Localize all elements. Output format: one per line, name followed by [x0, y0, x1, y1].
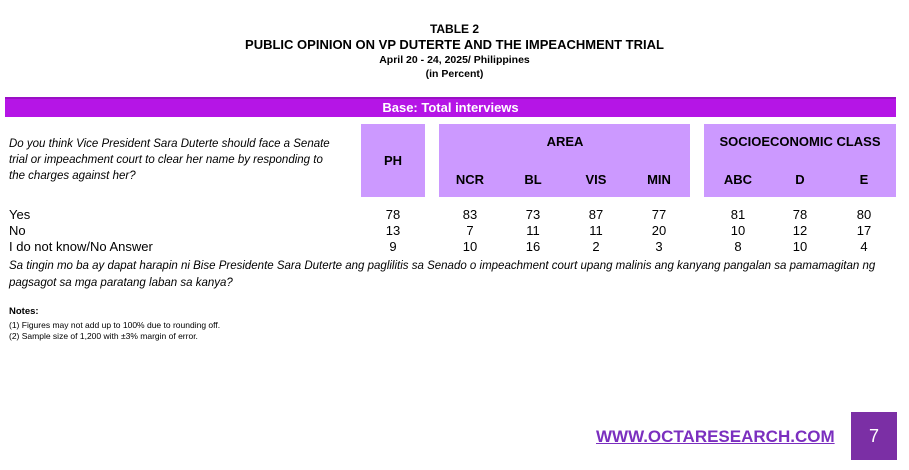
table-cell: 11 — [589, 223, 603, 238]
base-bar: Base: Total interviews — [5, 97, 896, 117]
column-header-ncr: NCR — [455, 172, 485, 187]
table-cell: 9 — [389, 239, 397, 254]
header-socioeconomic-box — [704, 124, 896, 197]
table-cell: 10 — [730, 223, 746, 238]
column-group-area: AREA — [546, 134, 584, 149]
table-cell: 8 — [734, 239, 742, 254]
column-header-bl: BL — [524, 172, 542, 187]
unit-label: (in Percent) — [425, 68, 484, 80]
table-cell: 4 — [860, 239, 868, 254]
page-number-badge — [851, 412, 897, 460]
table-cell: 10 — [462, 239, 478, 254]
column-header-ph: PH — [383, 153, 403, 168]
table-title-block — [0, 22, 909, 81]
page-number: 7 — [868, 425, 879, 446]
table-cell: 10 — [792, 239, 808, 254]
table-cell: 20 — [651, 223, 667, 238]
table-cell: 83 — [462, 207, 478, 222]
header-area-box — [439, 124, 690, 197]
website-link[interactable]: WWW.OCTARESEARCH.COM — [596, 427, 835, 446]
column-group-socioeconomic: SOCIOECONOMIC CLASS — [719, 134, 881, 149]
table-cell: 73 — [525, 207, 541, 222]
row-label: Yes — [9, 207, 31, 222]
table-title: PUBLIC OPINION ON VP DUTERTE AND THE IMPEACHMENT TRIAL — [245, 37, 664, 52]
notes-title: Notes: — [9, 306, 39, 317]
row-label: No — [9, 223, 26, 238]
table-row-yes — [0, 207, 909, 223]
table-cell: 78 — [385, 207, 401, 222]
table-cell: 2 — [592, 239, 600, 254]
column-header-min: MIN — [647, 172, 671, 187]
question-filipino: Sa tingin mo ba ay dapat harapin ni Bise Presidente Sara Duterte ang paglilitis sa Senado o impeachment court upang malinis ang kanyang pangalan sa pamamagitan ng pagsagot sa mga paratang laban sa kanya? — [9, 260, 876, 289]
table-label: TABLE 2 — [429, 22, 480, 36]
column-header-e: E — [859, 172, 869, 187]
survey-dates: April 20 - 24, 2025/ Philippines — [379, 54, 530, 66]
table-cell: 11 — [526, 223, 540, 238]
table-row-dont-know — [0, 239, 909, 255]
note-item: (2) Sample size of 1,200 with ±3% margin of error. — [9, 331, 198, 341]
table-cell: 80 — [856, 207, 872, 222]
table-cell: 7 — [466, 223, 474, 238]
column-header-abc: ABC — [723, 172, 753, 187]
note-item: (1) Figures may not add up to 100% due to rounding off. — [9, 320, 221, 330]
table-cell: 3 — [655, 239, 663, 254]
table-cell: 87 — [588, 207, 604, 222]
table-row-no — [0, 223, 909, 239]
table-cell: 77 — [651, 207, 667, 222]
question-english: Do you think Vice President Sara Duterte should face a Senate trial or impeachment court to clear her name by responding to the charges against her? — [9, 138, 330, 182]
table-cell: 78 — [792, 207, 808, 222]
column-header-d: D — [795, 172, 805, 187]
table-cell: 81 — [730, 207, 746, 222]
row-label: I do not know/No Answer — [9, 239, 153, 254]
table-cell: 17 — [856, 223, 872, 238]
table-cell: 12 — [792, 223, 808, 238]
table-cell: 13 — [385, 223, 401, 238]
column-header-vis: VIS — [585, 172, 607, 187]
header-ph-box — [361, 124, 425, 197]
table-cell: 16 — [525, 239, 541, 254]
